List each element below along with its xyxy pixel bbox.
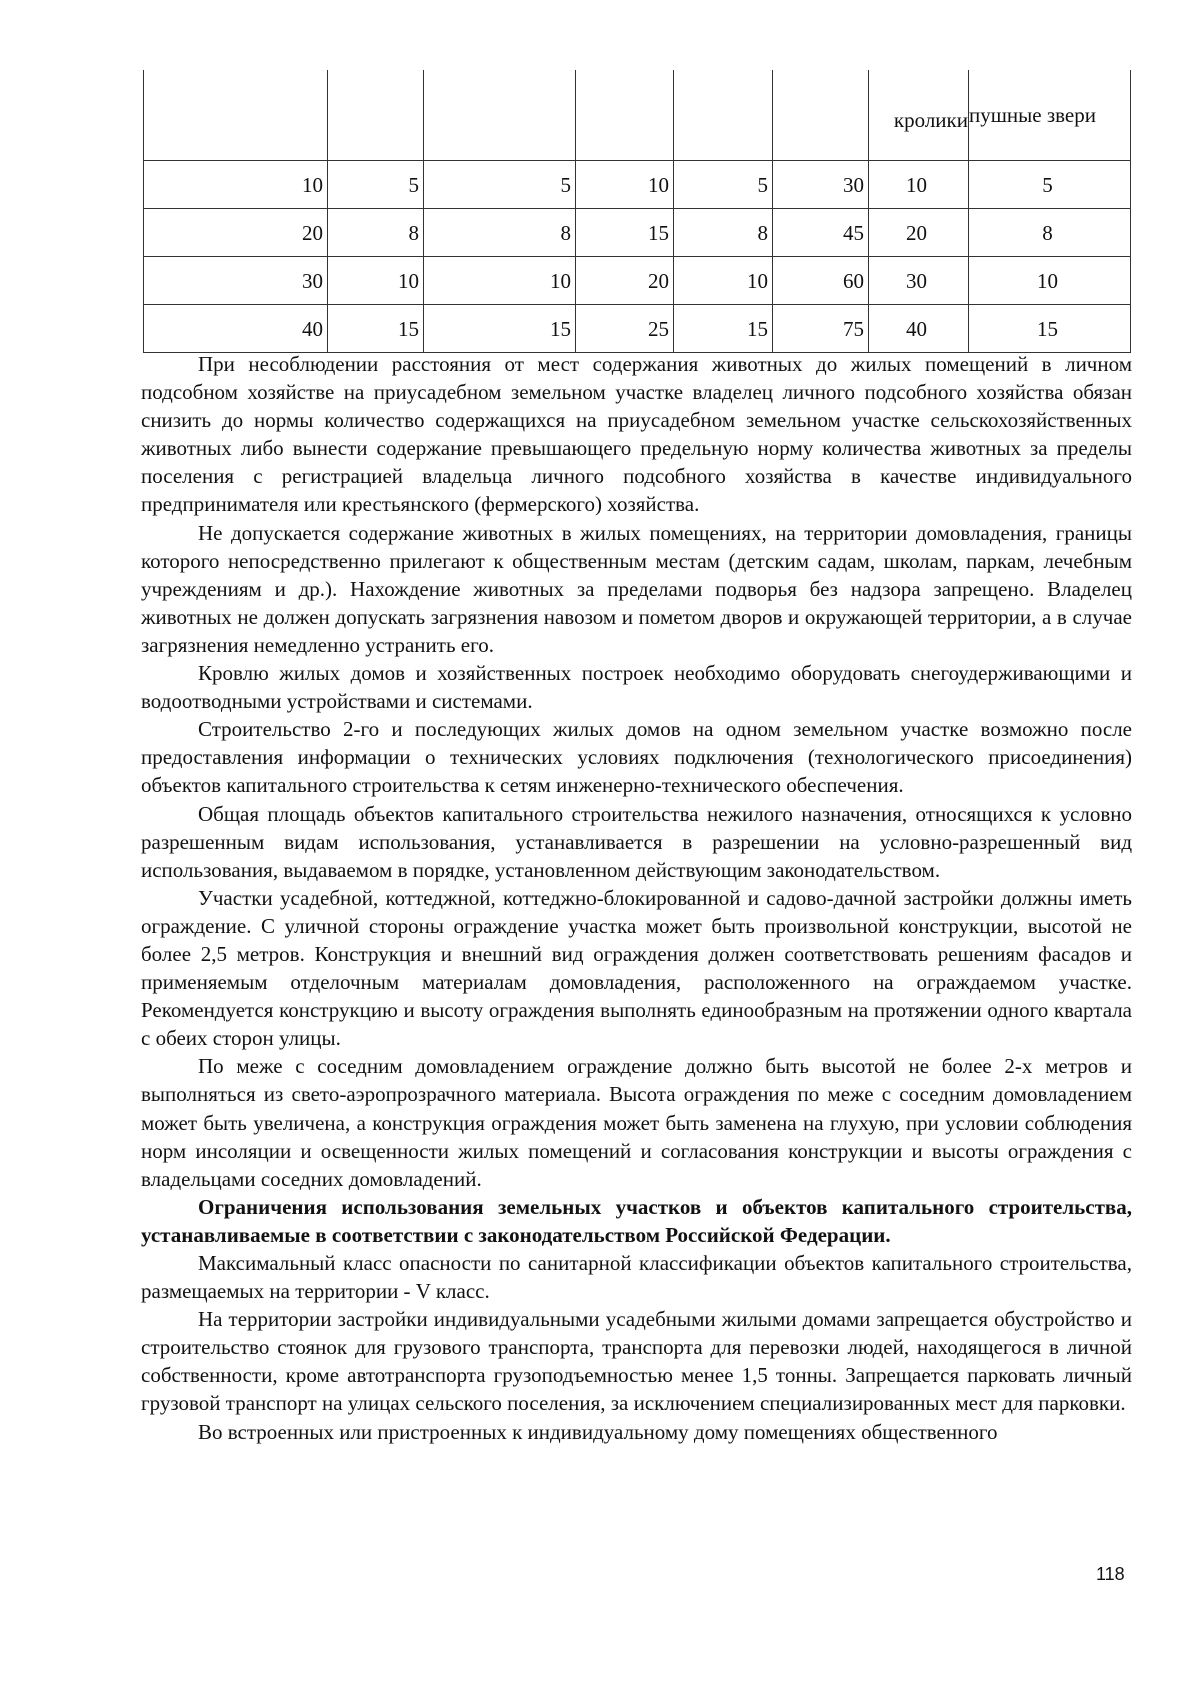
paragraph: Участки усадебной, коттеджной, коттеджно-блокированной и садово-дачной застройки должны иметь ограждение. С уличной стороны ограждение участка может быть произвольной конструкции, высотой не более 2,5 метров. Конструкция и внешний вид ограждения должен соответствовать решениям фасадов и применяемым отделочным материалам домовладения, расположенного на ограждаемом участке. Рекомендуется конструкцию и высоту ограждения выполнять единообразным на протяжении одного квартала с обеих сторон улицы. [141,885,1132,1051]
table-cell: 8 [969,209,1131,257]
table-cell: 10 [576,161,674,209]
table-header-fur-animals: пушные звери [969,70,1131,161]
table-cell: 45 [773,209,869,257]
table-cell: 10 [674,257,773,305]
table-cell: 8 [674,209,773,257]
paragraph: По меже с соседним домовладением ограждение должно быть высотой не более 2-х метров и выполняться из свето-аэропрозрачного материала. Высота ограждения по меже с соседним домовладением может быть увеличена, а конструкция ограждения может быть заменена на глухую, при условии соблюдения норм инсоляции и освещенности жилых помещений и согласования конструкции и высоты ограждения с владельцами соседних домовладений. [141,1054,1132,1191]
table-cell: 30 [144,257,328,305]
paragraph: Кровлю жилых домов и хозяйственных построек необходимо оборудовать снегоудерживающими и водоотводными устройствами и системами. [141,661,1132,714]
table-row [144,305,1131,353]
paragraph: При несоблюдении расстояния от мест содержания животных до жилых помещений в личном подсобном хозяйстве на приусадебном земельном участке владелец личного подсобного хозяйства обязан снизить до нормы количество содержащихся на приусадебном земельном участке сельскохозяйственных животных либо вынести содержание превышающего предельную норму количества животных за пределы поселения с регистрацией владельца личного подсобного хозяйства в качестве индивидуального предпринимателя или крестьянского (фермерского) хозяйства. [141,352,1132,517]
table-cell: 5 [969,161,1131,209]
table-cell: 15 [576,209,674,257]
table-cell: 5 [328,161,424,209]
table-header-cell [328,70,424,161]
table-cell: 30 [869,257,969,305]
table-cell: 15 [674,305,773,353]
section-heading: Ограничения использования земельных участков и объектов капитального строительства, устанавливаемые в соответствии с законодательством Российской Федерации. [141,1194,1132,1247]
paragraph: Общая площадь объектов капитального строительства нежилого назначения, относящихся к условно разрешенным видам использования, устанавливается в разрешении на условно-разрешенный вид использования, выдаваемом в порядке, установленном действующим законодательством. [141,801,1132,882]
table-cell: 8 [424,209,576,257]
page-number: 118 [1096,1564,1125,1584]
table-row [144,161,1131,209]
table-cell: 15 [969,305,1131,353]
document-body [141,350,1132,1446]
table-cell: 5 [424,161,576,209]
table-cell: 10 [328,257,424,305]
paragraph: Во встроенных или пристроенных к индивидуальному дому помещениях общественного [198,1419,998,1444]
table-cell: 20 [144,209,328,257]
table-cell: 10 [969,257,1131,305]
table-cell: 15 [424,305,576,353]
table-cell: 10 [869,161,969,209]
table-cell: 20 [869,209,969,257]
paragraph: Не допускается содержание животных в жилых помещениях, на территории домовладения, границы которого непосредственно прилегают к общественным местам (детским садам, школам, паркам, лечебным учреждениям и др.). Нахождение животных за пределами подворья без надзора запрещено. Владелец животных не должен допускать загрязнения навозом и пометом дворов и окружающей территории, а в случае загрязнения немедленно устранить его. [141,520,1132,657]
table-cell: 30 [773,161,869,209]
paragraph: Максимальный класс опасности по санитарной классификации объектов капитального строительства, размещаемых на территории - V класс. [141,1251,1132,1304]
table-header-cell [424,70,576,161]
table-cell: 60 [773,257,869,305]
table-cell: 10 [144,161,328,209]
table-cell: 20 [576,257,674,305]
paragraph: На территории застройки индивидуальными усадебными жилыми домами запрещается обустройство и строительство стоянок для грузового транспорта, транспорта для перевозки людей, находящегося в личной собственности, кроме автотранспорта грузоподъемностью менее 1,5 тонны. Запрещается парковать личный грузовой транспорт на улицах сельского поселения, за исключением специализированных мест для парковки. [141,1307,1132,1416]
table-header-cell [674,70,773,161]
table-cell: 75 [773,305,869,353]
table-header-cell [576,70,674,161]
table-row [144,257,1131,305]
paragraph: Строительство 2-го и последующих жилых домов на одном земельном участке возможно после предоставления информации о технических условиях подключения (технологического присоединения) объектов капитального строительства к сетям инженерно-технического обеспечения. [141,717,1132,798]
table-cell: 10 [424,257,576,305]
table-row [144,209,1131,257]
livestock-norms-table [143,70,1131,353]
table-header-cell [773,70,869,161]
table-header-rabbits: кролики [869,70,969,161]
table-cell: 40 [869,305,969,353]
table-header-cell [144,70,328,161]
table-header-row [144,70,1131,161]
table-cell: 40 [144,305,328,353]
table-cell: 15 [328,305,424,353]
table-cell: 5 [674,161,773,209]
table-cell: 8 [328,209,424,257]
table-cell: 25 [576,305,674,353]
